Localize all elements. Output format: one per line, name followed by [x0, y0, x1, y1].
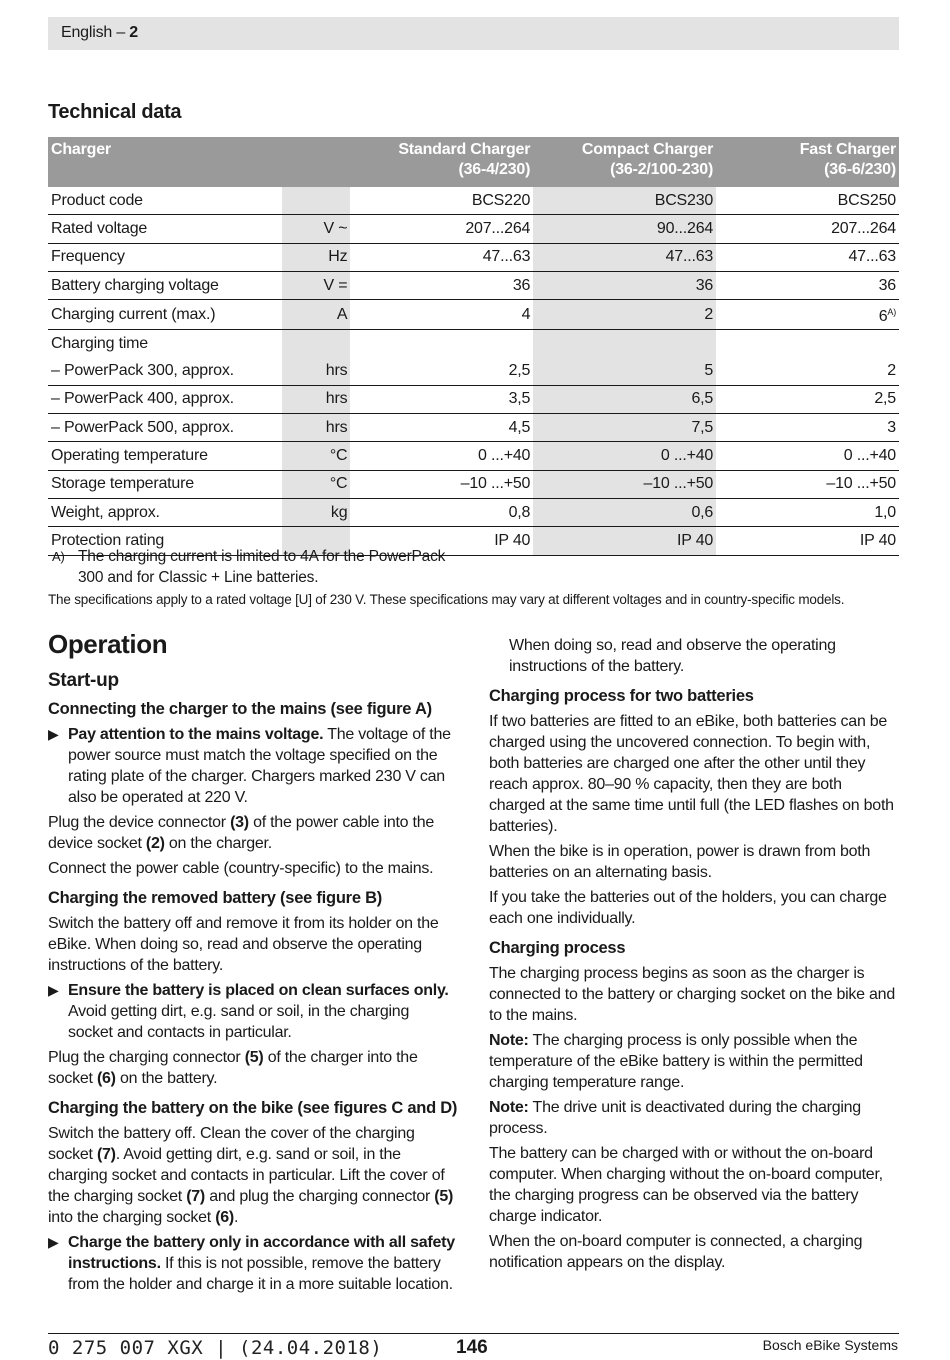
value-fast: 207...264 [716, 215, 899, 243]
row-unit: °C [282, 470, 350, 498]
on-bike-paragraph: Switch the battery off. Clean the cover of the charging socket (7). Avoid getting dirt, e.g. sand or soil, in the charging socket and contacts in particular. Lift the cover of the charging socket (7) and plug the charging connector (5) into the charging socket (6). [48, 1125, 454, 1226]
table-row [48, 385, 899, 413]
value-standard: –10 ...+50 [350, 470, 533, 498]
footnote-reference: A) [887, 307, 896, 318]
column-header-compact: Compact Charger (36-2/100-230) [533, 137, 716, 187]
value-standard: 0,8 [350, 498, 533, 526]
footnote-mark: A) [52, 549, 65, 564]
left-column [48, 629, 458, 1299]
value-fast [716, 330, 899, 358]
row-unit: hrs [282, 385, 350, 413]
table-row [48, 414, 899, 442]
value-fast: 2 [716, 357, 899, 385]
table-row [48, 271, 899, 299]
arrow-icon: ▶ [48, 982, 59, 998]
value-fast: 1,0 [716, 498, 899, 526]
row-unit: Hz [282, 243, 350, 271]
table-row [48, 243, 899, 271]
notification-paragraph: When the on-board computer is connected, a charging notification appears on the display. [489, 1233, 863, 1271]
two-batteries-heading: Charging process for two batteries [489, 687, 754, 705]
row-label: Rated voltage [48, 215, 282, 243]
value-standard: 207...264 [350, 215, 533, 243]
row-label: – PowerPack 500, approx. [48, 414, 282, 442]
in-operation-paragraph: When the bike is in operation, power is drawn from both batteries on an alternating basis. [489, 843, 871, 881]
row-unit: A [282, 300, 350, 330]
on-board-computer-paragraph: The battery can be charged with or without the on-board computer. When charging without the on-board computer, the charging progress can be observed via the battery charge indicator. [489, 1145, 883, 1225]
value-compact: –10 ...+50 [533, 470, 716, 498]
column-header-standard: Standard Charger (36-4/230) [350, 137, 533, 187]
charging-process-heading: Charging process [489, 939, 626, 957]
row-label: Protection rating [48, 527, 282, 555]
value-compact: 7,5 [533, 414, 716, 442]
specification-note: The specifications apply to a rated voltage [U] of 230 V. These specifications may vary at different voltages and in country-specific models. [48, 592, 845, 607]
value-standard: IP 40 [350, 527, 533, 555]
process-begins-paragraph: The charging process begins as soon as the charger is connected to the battery or charging socket on the bike and to the mains. [489, 965, 895, 1024]
plug-device-paragraph: Plug the device connector (3) of the power cable into the device socket (2) on the charger. [48, 814, 434, 852]
bullet-clean-surfaces: ▶ Ensure the battery is placed on clean surfaces only. Avoid getting dirt, e.g. sand or soil, in the charging socket and contacts in particular. [48, 982, 449, 1041]
row-label: Operating temperature [48, 442, 282, 470]
value-fast: –10 ...+50 [716, 470, 899, 498]
row-label: Battery charging voltage [48, 271, 282, 299]
table-row [48, 215, 899, 243]
value-standard: 2,5 [350, 357, 533, 385]
row-label: Weight, approx. [48, 498, 282, 526]
bullet-mains-voltage: ▶ Pay attention to the mains voltage. The voltage of the power source must match the voltage specified on the rating plate of the charger. Chargers marked 230 V can also be operated at 220 V. [48, 726, 451, 806]
value-fast: BCS250 [716, 187, 899, 215]
table-row [48, 442, 899, 470]
value-standard: 47...63 [350, 243, 533, 271]
holders-paragraph: If you take the batteries out of the holders, you can charge each one individually. [489, 889, 887, 927]
header-separator: – [112, 24, 130, 41]
row-unit: V = [282, 271, 350, 299]
switch-battery-paragraph: Switch the battery off and remove it from its holder on the eBike. When doing so, read and observe the operating instructions of the battery. [48, 915, 439, 974]
observe-instructions-paragraph: When doing so, read and observe the operating instructions of the battery. [509, 637, 836, 675]
table-row [48, 470, 899, 498]
value-standard: 4 [350, 300, 533, 330]
table-row [48, 330, 899, 358]
footer-brand: Bosch eBike Systems [762, 1337, 898, 1353]
value-compact: 5 [533, 357, 716, 385]
value-standard: 0 ...+40 [350, 442, 533, 470]
startup-heading: Start-up [48, 670, 119, 691]
bullet-safety-instructions: ▶ Charge the battery only in accordance with all safety instructions. If this is not possible, remove the battery from the holder and charge it in a more suitable location. [48, 1234, 455, 1293]
technical-data-title: Technical data [48, 101, 182, 123]
arrow-icon: ▶ [48, 726, 59, 742]
value-standard: 36 [350, 271, 533, 299]
value-standard: 4,5 [350, 414, 533, 442]
value-fast: IP 40 [716, 527, 899, 555]
row-unit: kg [282, 498, 350, 526]
row-unit [282, 330, 350, 358]
row-label: Product code [48, 187, 282, 215]
connect-heading: Connecting the charger to the mains (see figure A) [48, 700, 432, 718]
value-compact: BCS230 [533, 187, 716, 215]
table-row [48, 300, 899, 330]
row-unit: hrs [282, 414, 350, 442]
row-label: Charging current (max.) [48, 300, 282, 330]
row-unit: V ~ [282, 215, 350, 243]
value-fast: 2,5 [716, 385, 899, 413]
row-unit: °C [282, 442, 350, 470]
table-header-row [48, 137, 899, 187]
value-fast: 3 [716, 414, 899, 442]
two-batteries-paragraph: If two batteries are fitted to an eBike, both batteries can be charged using the uncovered connection. To begin with, both batteries are charged one after the other until they reach approx. 80–90 % capacity, then they are both charged at the same time until full (the LED flashes on both batteries). [489, 713, 894, 835]
value-fast: 47...63 [716, 243, 899, 271]
value-fast: 0 ...+40 [716, 442, 899, 470]
value-compact: 47...63 [533, 243, 716, 271]
row-unit [282, 187, 350, 215]
table-row [48, 357, 899, 385]
row-label: – PowerPack 300, approx. [48, 357, 282, 385]
on-bike-heading: Charging the battery on the bike (see figures C and D) [48, 1099, 458, 1117]
value-compact: 2 [533, 300, 716, 330]
value-fast: 36 [716, 271, 899, 299]
technical-data-table [48, 137, 899, 556]
value-standard: 3,5 [350, 385, 533, 413]
row-label: Storage temperature [48, 470, 282, 498]
footnote-text: The charging current is limited to 4A for the PowerPack 300 and for Classic + Line batteries. [78, 548, 446, 586]
row-label: – PowerPack 400, approx. [48, 385, 282, 413]
value-compact: 0,6 [533, 498, 716, 526]
note-temperature-paragraph: Note: The charging process is only possible when the temperature of the eBike battery is within the permitted charging temperature range. [489, 1032, 863, 1091]
value-fast: $6^{A)}$ [716, 300, 899, 330]
page-header [48, 17, 899, 50]
plug-charging-connector-paragraph: Plug the charging connector (5) of the charger into the socket (6) on the battery. [48, 1049, 418, 1087]
value-compact: 90...264 [533, 215, 716, 243]
value-compact: 6,5 [533, 385, 716, 413]
header-page-number: 2 [129, 24, 138, 41]
value-compact [533, 330, 716, 358]
footer-divider [48, 1333, 899, 1334]
table-row [48, 498, 899, 526]
removed-battery-heading: Charging the removed battery (see figure B) [48, 889, 382, 907]
header-language: English [61, 24, 113, 41]
footer-page-number: 146 [456, 1337, 488, 1358]
connect-cable-paragraph: Connect the power cable (country-specific) to the mains. [48, 860, 434, 877]
note-drive-unit-paragraph: Note: The drive unit is deactivated during the charging process. [489, 1099, 861, 1137]
right-column [489, 635, 899, 1277]
value-standard: BCS220 [350, 187, 533, 215]
column-header-charger: Charger [48, 137, 350, 187]
value-standard [350, 330, 533, 358]
footnote [52, 546, 472, 588]
value-compact: IP 40 [533, 527, 716, 555]
arrow-icon: ▶ [48, 1234, 59, 1250]
column-header-fast: Fast Charger (36-6/230) [716, 137, 899, 187]
table-row [48, 187, 899, 215]
footer-document-code: 0 275 007 XGX | (24.04.2018) [48, 1337, 383, 1359]
row-label: Frequency [48, 243, 282, 271]
row-unit: hrs [282, 357, 350, 385]
value-compact: 36 [533, 271, 716, 299]
row-label: Charging time [51, 334, 149, 352]
operation-heading: Operation [48, 629, 168, 659]
value-compact: 0 ...+40 [533, 442, 716, 470]
